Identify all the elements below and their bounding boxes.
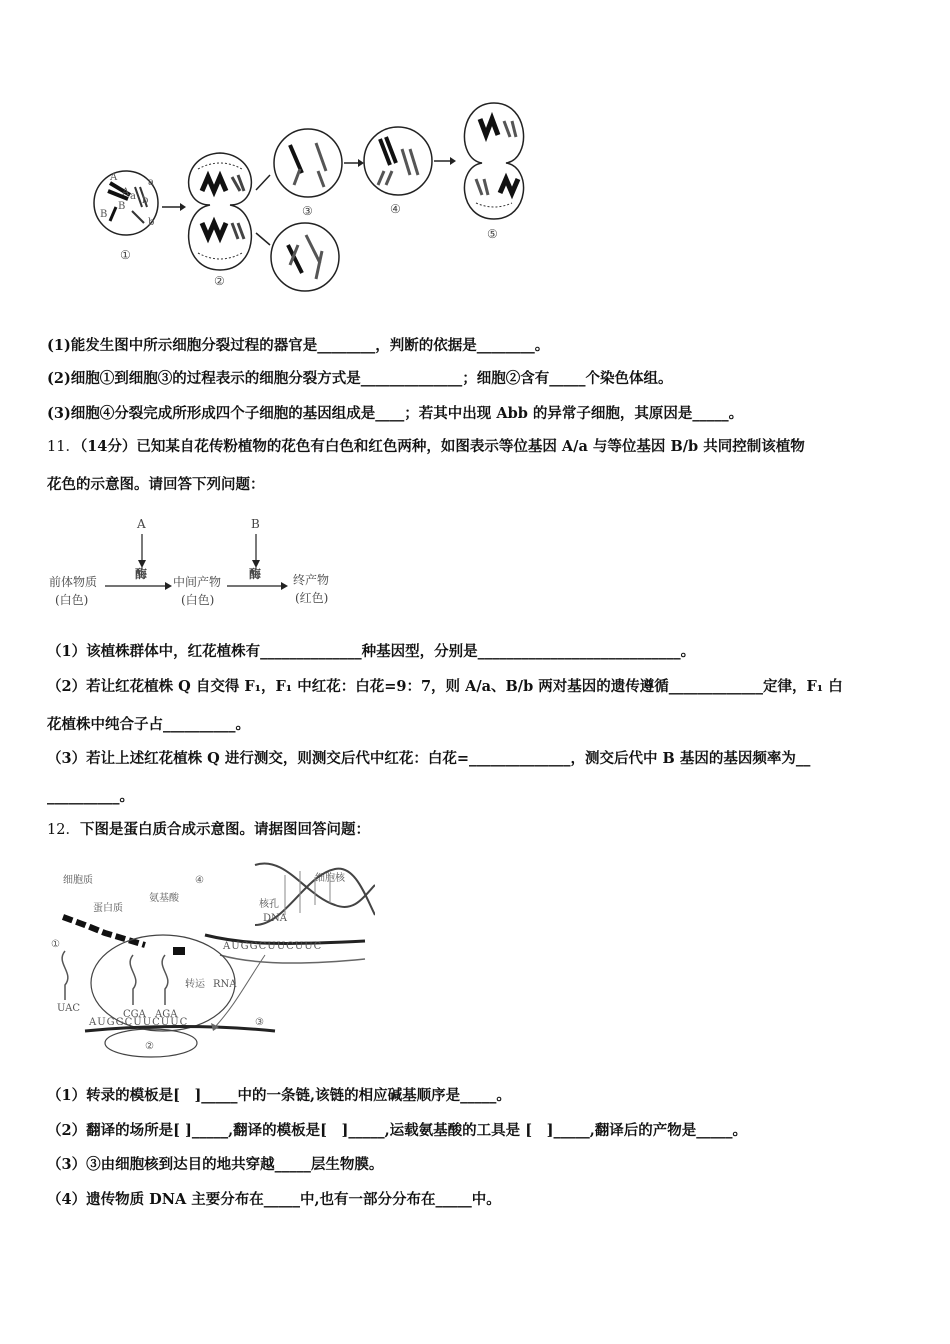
q11-stem-line-1: [47, 437, 805, 457]
q12-sub-1: （1）转录的模板是[ ]_____中的一条链,该链的相应碱基顺序是_____。: [47, 1087, 511, 1104]
mrna-bottom-sequence: AUGGCUUCUUC: [89, 1017, 189, 1028]
circle-1-label: ①: [51, 939, 60, 950]
cell-label-4: ④: [390, 202, 401, 216]
gene-label: b: [142, 195, 149, 206]
gene-label: a: [130, 191, 136, 202]
q12-sub-3: （3）③由细胞核到达目的地共穿越_____层生物膜。: [47, 1156, 384, 1173]
q12-sub-4: （4）遗传物质 DNA 主要分布在_____中,也有一部分分布在_____中。: [47, 1191, 501, 1208]
gene-label: A: [110, 172, 118, 183]
final-product-label: 终产物: [293, 573, 330, 587]
q11-sub-2-line-1: （2）若让红花植株 Q 自交得 F₁，F₁ 中红花：白花=9：7，则 A/a、B/b 两对基因的遗传遵循_____________定律，F₁ 白: [47, 678, 843, 695]
cell-label-5: ⑤: [487, 227, 498, 241]
q11-stem-line-2: 花色的示意图。请回答下列问题：: [47, 476, 265, 493]
flower-color-pathway-diagram: [45, 512, 365, 617]
gene-label: b: [148, 217, 155, 228]
cell-2: [189, 153, 252, 288]
gene-label: B: [118, 201, 126, 212]
question-number: 11．: [47, 439, 80, 455]
cell-1: [94, 171, 158, 262]
protein-label: 蛋白质: [93, 903, 123, 914]
rna-label: RNA: [213, 979, 237, 990]
mrna-top-sequence: AUGGCUUCUUC: [223, 941, 323, 952]
cell-division-figure: [80, 95, 560, 305]
precursor-label: 前体物质: [49, 575, 98, 589]
anticodon-3: AGA: [155, 1009, 178, 1020]
q10-line-1: (1)能发生图中所示细胞分裂过程的器官是________，判断的依据是________。: [47, 337, 550, 354]
precursor-color: (白色): [55, 593, 89, 607]
q12-stem: [47, 820, 370, 840]
cytoplasm-label: 细胞质: [63, 875, 93, 886]
gene-a-label: A: [137, 517, 146, 531]
anticodon-2: CGA: [123, 1009, 146, 1020]
intermediate-color: (白色): [181, 593, 215, 607]
final-product-color: (红色): [295, 591, 329, 605]
dna-label: DNA: [263, 913, 287, 924]
cell-label-3: ③: [302, 204, 313, 218]
anticodon-1: UAC: [57, 1003, 80, 1014]
enzyme-label-1: 酶: [135, 567, 148, 581]
gene-b-label: B: [251, 517, 260, 531]
intermediate-label: 中间产物: [173, 575, 222, 589]
cell-label-2: ②: [214, 274, 225, 288]
q12-sub-2: （2）翻译的场所是[ ]_____,翻译的模板是[ ]_____,运载氨基酸的工具是 [ ]_____,翻译后的产物是_____。: [47, 1122, 747, 1139]
q11-sub-1: （1）该植株群体中，红花植株有______________种基因型，分别是____________________________。: [47, 643, 696, 660]
circle-4-label: ④: [195, 875, 204, 886]
amino-acid-label: 氨基酸: [149, 893, 179, 904]
cell-4: [364, 127, 432, 216]
protein-synthesis-diagram: [45, 855, 375, 1060]
q11-stem-text: （14分）已知某自花传粉植物的花色有白色和红色两种，如图表示等位基因 A/a 与等位基因 B/b 共同控制该植物: [79, 438, 805, 455]
circle-3-label: ③: [255, 1017, 264, 1028]
question-number: 12．: [47, 822, 80, 838]
transport-label: 转运: [185, 979, 205, 990]
q10-line-2: (2)细胞①到细胞③的过程表示的细胞分裂方式是______________；细胞②含有_____个染色体组。: [47, 370, 673, 387]
q11-sub-3-line-1: （3）若让上述红花植株 Q 进行测交，则测交后代中红花：白花=______________，测交后代中 B 基因的基因频率为__: [47, 750, 811, 767]
nucleus-label: 细胞核: [315, 873, 345, 884]
cell-3-bottom: [271, 223, 339, 291]
q12-stem-text: 下图是蛋白质合成示意图。请据图回答问题：: [79, 821, 370, 838]
q11-sub-2-line-2: 花植株中纯合子占__________。: [47, 716, 250, 733]
circle-2-label: ②: [145, 1041, 154, 1052]
q11-sub-3-line-2: __________。: [47, 788, 134, 805]
gene-label: A: [122, 187, 130, 198]
enzyme-label-2: 酶: [249, 567, 262, 581]
cell-5: [464, 103, 523, 241]
q10-line-3: (3)细胞④分裂完成所形成四个子细胞的基因组成是____；若其中出现 Abb 的异常子细胞，其原因是_____。: [47, 405, 744, 422]
gene-label: a: [148, 177, 154, 188]
nuclear-pore-label: 核孔: [259, 899, 279, 910]
cell-3-top: [274, 129, 342, 218]
cell-label-1: ①: [120, 248, 131, 262]
gene-label: B: [100, 209, 108, 220]
